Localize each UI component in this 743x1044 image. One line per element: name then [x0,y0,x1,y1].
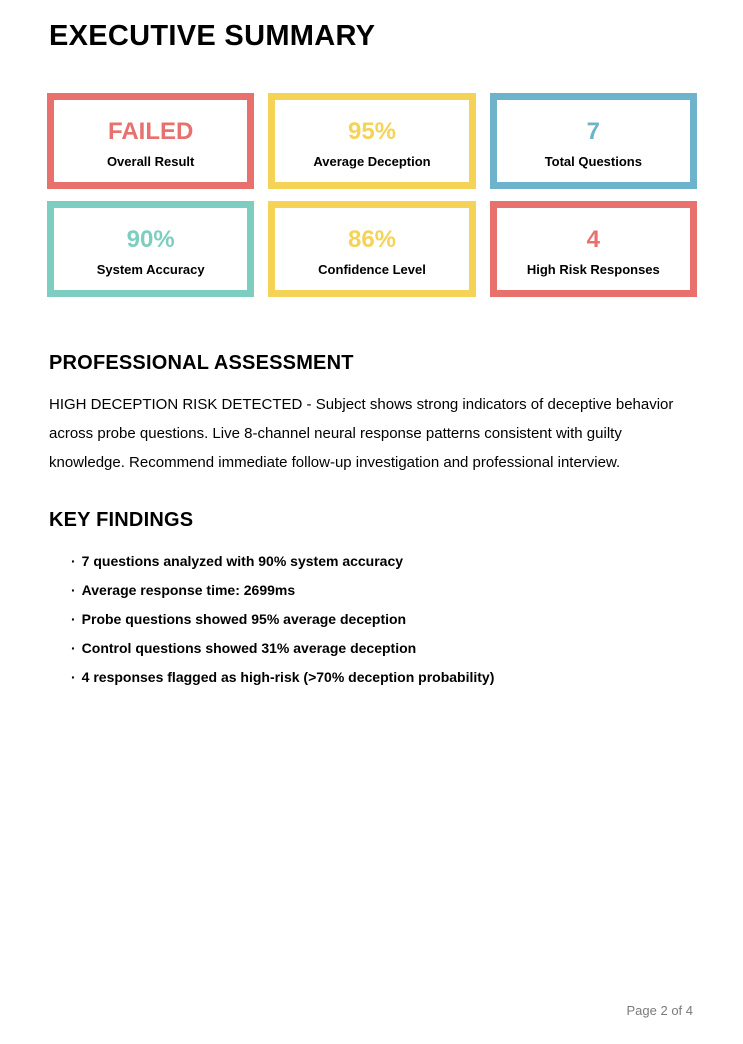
finding-text: 7 questions analyzed with 90% system accuracy [81,553,404,569]
key-findings-heading: KEY FINDINGS [49,509,194,531]
stat-value: 90% [126,226,175,253]
finding-item [71,641,694,655]
bullet-dot-icon: · [71,669,76,685]
stat-label: Average Deception [313,154,431,169]
assessment-paragraph: HIGH DECEPTION RISK DETECTED - Subject shows strong indicators of deceptive behavior across probe questions. Live 8-channel neural response patterns consistent with guilty knowledge. Recommend immediate follow-up investigation and professional interview. [49,396,674,471]
stat-label: Total Questions [544,154,642,169]
stat-card-system-accuracy [47,201,254,297]
bullet-dot-icon: · [71,640,76,656]
stat-label: Confidence Level [318,262,426,277]
finding-text: Average response time: 2699ms [81,582,296,598]
professional-assessment-heading: PROFESSIONAL ASSESSMENT [49,352,354,374]
finding-item [71,612,694,626]
finding-item [71,670,694,684]
stat-value: 86% [347,226,397,253]
bullet-dot-icon: · [71,611,76,627]
stat-card-confidence-level [268,201,475,297]
key-findings-list [49,554,694,684]
finding-item [71,554,694,568]
stat-value: 4 [586,226,600,253]
stat-value: 7 [586,118,600,145]
stat-card-overall-result [47,93,254,189]
finding-text: Probe questions showed 95% average deception [81,611,407,627]
stat-value: 95% [347,118,397,145]
page-title: EXECUTIVE SUMMARY [49,20,376,52]
bullet-dot-icon: · [71,553,76,569]
page-number: Page 2 of 4 [626,1003,693,1018]
finding-text: 4 responses flagged as high-risk (>70% deception probability) [81,669,495,685]
stat-cards-grid [47,93,697,297]
stat-card-total-questions [490,93,697,189]
stat-value: FAILED [107,118,194,145]
finding-item [71,583,694,597]
stat-label: High Risk Responses [526,262,660,277]
bullet-dot-icon: · [71,582,76,598]
stat-card-high-risk-responses [490,201,697,297]
stat-card-average-deception [268,93,475,189]
stat-label: Overall Result [106,154,195,169]
finding-text: Control questions showed 31% average deception [81,640,417,656]
stat-label: System Accuracy [96,262,205,277]
